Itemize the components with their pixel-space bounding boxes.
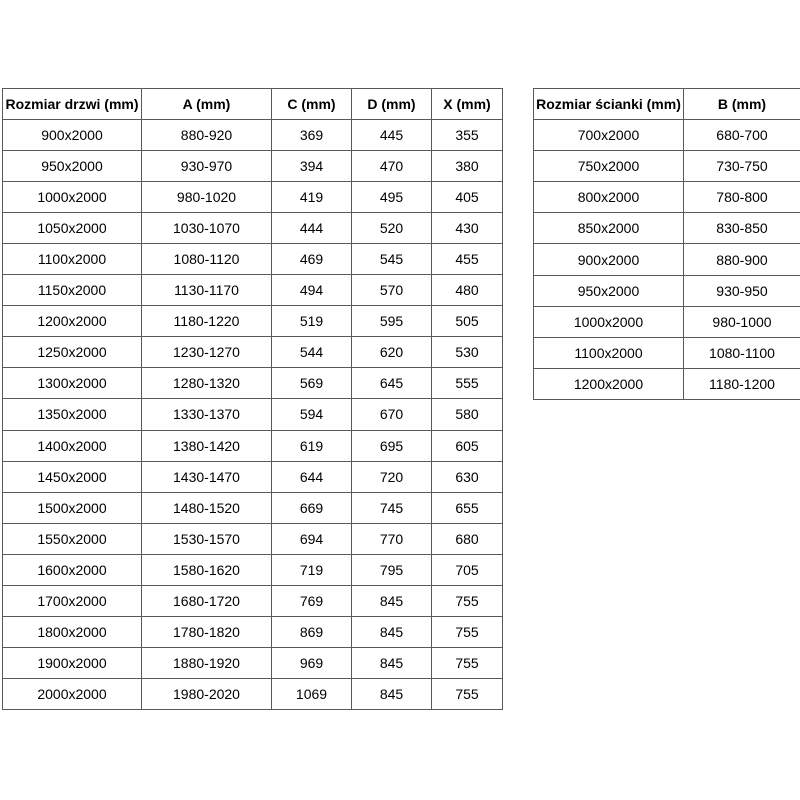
table-cell: 380 (432, 151, 503, 182)
table-cell: 670 (352, 399, 432, 430)
table-cell: 950x2000 (3, 151, 142, 182)
table-cell: 605 (432, 430, 503, 461)
table-cell: 1480-1520 (142, 492, 272, 523)
table-cell: 1380-1420 (142, 430, 272, 461)
header-row (534, 89, 800, 120)
table-row (534, 213, 800, 244)
table-cell: 1000x2000 (534, 306, 684, 337)
table-cell: 645 (352, 368, 432, 399)
table-cell: 845 (352, 647, 432, 678)
table-cell: 580 (432, 399, 503, 430)
table-cell: 869 (272, 616, 352, 647)
table-cell: 770 (352, 523, 432, 554)
table-cell: 1400x2000 (3, 430, 142, 461)
table-cell: 519 (272, 306, 352, 337)
table-row (3, 244, 503, 275)
table-cell: 755 (432, 678, 503, 709)
table-cell: 1300x2000 (3, 368, 142, 399)
table-row (3, 306, 503, 337)
table-cell: 570 (352, 275, 432, 306)
table-cell: 1530-1570 (142, 523, 272, 554)
table-cell: 495 (352, 182, 432, 213)
wall-size-table (533, 88, 800, 400)
table-cell: 1780-1820 (142, 616, 272, 647)
table-cell: 455 (432, 244, 503, 275)
table-cell: 2000x2000 (3, 678, 142, 709)
table-cell: 1980-2020 (142, 678, 272, 709)
table-cell: 469 (272, 244, 352, 275)
table-row (3, 554, 503, 585)
table-cell: 700x2000 (534, 120, 684, 151)
table-cell: 900x2000 (534, 244, 684, 275)
table-cell: 720 (352, 461, 432, 492)
header-row (3, 89, 503, 120)
table-cell: 1600x2000 (3, 554, 142, 585)
table-row (3, 151, 503, 182)
table-row (3, 585, 503, 616)
table-cell: 800x2000 (534, 182, 684, 213)
table-row (3, 616, 503, 647)
table-cell: 680-700 (684, 120, 800, 151)
table-cell: 830-850 (684, 213, 800, 244)
table-cell: 1500x2000 (3, 492, 142, 523)
table-cell: 730-750 (684, 151, 800, 182)
table-row (3, 523, 503, 554)
table-cell: 1130-1170 (142, 275, 272, 306)
table-cell: 1230-1270 (142, 337, 272, 368)
table-row (534, 306, 800, 337)
table-cell: 755 (432, 616, 503, 647)
table-cell: 1700x2000 (3, 585, 142, 616)
table-cell: 1550x2000 (3, 523, 142, 554)
column-header: Rozmiar drzwi (mm) (3, 89, 142, 120)
table-cell: 755 (432, 585, 503, 616)
table-cell: 1030-1070 (142, 213, 272, 244)
table-cell: 445 (352, 120, 432, 151)
table-cell: 755 (432, 647, 503, 678)
table-cell: 1900x2000 (3, 647, 142, 678)
column-header: Rozmiar ścianki (mm) (534, 89, 684, 120)
door-size-table (2, 88, 503, 710)
table-cell: 530 (432, 337, 503, 368)
table-cell: 845 (352, 585, 432, 616)
table-cell: 980-1020 (142, 182, 272, 213)
column-header: C (mm) (272, 89, 352, 120)
table-cell: 1250x2000 (3, 337, 142, 368)
table-cell: 1100x2000 (534, 337, 684, 368)
table-cell: 520 (352, 213, 432, 244)
table-row (3, 120, 503, 151)
table-cell: 1330-1370 (142, 399, 272, 430)
table-cell: 795 (352, 554, 432, 585)
table-cell: 1100x2000 (3, 244, 142, 275)
table-cell: 1280-1320 (142, 368, 272, 399)
table-cell: 769 (272, 585, 352, 616)
table-cell: 355 (432, 120, 503, 151)
table-cell: 1080-1100 (684, 337, 800, 368)
table-cell: 419 (272, 182, 352, 213)
column-header: B (mm) (684, 89, 800, 120)
table-cell: 930-950 (684, 275, 800, 306)
table-cell: 695 (352, 430, 432, 461)
table-row (3, 337, 503, 368)
table-row (3, 182, 503, 213)
table-cell: 980-1000 (684, 306, 800, 337)
table-cell: 680 (432, 523, 503, 554)
table-cell: 544 (272, 337, 352, 368)
table-row (3, 492, 503, 523)
column-header: D (mm) (352, 89, 432, 120)
table-row (3, 647, 503, 678)
table-cell: 1000x2000 (3, 182, 142, 213)
table-cell: 595 (352, 306, 432, 337)
table-cell: 620 (352, 337, 432, 368)
table-row (534, 120, 800, 151)
table-cell: 845 (352, 678, 432, 709)
table-cell: 1200x2000 (3, 306, 142, 337)
table-cell: 669 (272, 492, 352, 523)
table-row (534, 182, 800, 213)
table-cell: 1680-1720 (142, 585, 272, 616)
table-cell: 630 (432, 461, 503, 492)
table-cell: 655 (432, 492, 503, 523)
table-cell: 930-970 (142, 151, 272, 182)
table-cell: 845 (352, 616, 432, 647)
table-row (534, 244, 800, 275)
table-cell: 850x2000 (534, 213, 684, 244)
table-cell: 780-800 (684, 182, 800, 213)
table-cell: 900x2000 (3, 120, 142, 151)
table-cell: 1430-1470 (142, 461, 272, 492)
table-cell: 1800x2000 (3, 616, 142, 647)
table-cell: 969 (272, 647, 352, 678)
table-cell: 880-920 (142, 120, 272, 151)
table-cell: 394 (272, 151, 352, 182)
table-row (534, 337, 800, 368)
table-row (534, 151, 800, 182)
table-cell: 505 (432, 306, 503, 337)
table-cell: 545 (352, 244, 432, 275)
table-cell: 430 (432, 213, 503, 244)
table-cell: 1050x2000 (3, 213, 142, 244)
table-row (534, 368, 800, 399)
table-cell: 1080-1120 (142, 244, 272, 275)
table-cell: 745 (352, 492, 432, 523)
table-cell: 694 (272, 523, 352, 554)
table-cell: 1450x2000 (3, 461, 142, 492)
table-cell: 1200x2000 (534, 368, 684, 399)
table-row (3, 275, 503, 306)
table-cell: 1150x2000 (3, 275, 142, 306)
table-cell: 950x2000 (534, 275, 684, 306)
table-cell: 1069 (272, 678, 352, 709)
table-cell: 405 (432, 182, 503, 213)
table-cell: 470 (352, 151, 432, 182)
table-row (3, 430, 503, 461)
table-cell: 444 (272, 213, 352, 244)
table-cell: 369 (272, 120, 352, 151)
table-cell: 1350x2000 (3, 399, 142, 430)
table-cell: 569 (272, 368, 352, 399)
table-cell: 1580-1620 (142, 554, 272, 585)
table-row (534, 275, 800, 306)
table-cell: 594 (272, 399, 352, 430)
table-row (3, 461, 503, 492)
column-header: X (mm) (432, 89, 503, 120)
table-row (3, 678, 503, 709)
table-cell: 1180-1220 (142, 306, 272, 337)
table-cell: 750x2000 (534, 151, 684, 182)
table-cell: 880-900 (684, 244, 800, 275)
column-header: A (mm) (142, 89, 272, 120)
table-cell: 494 (272, 275, 352, 306)
table-row (3, 368, 503, 399)
table-cell: 555 (432, 368, 503, 399)
table-cell: 1180-1200 (684, 368, 800, 399)
table-cell: 705 (432, 554, 503, 585)
table-cell: 1880-1920 (142, 647, 272, 678)
table-row (3, 399, 503, 430)
table-cell: 480 (432, 275, 503, 306)
table-cell: 619 (272, 430, 352, 461)
table-cell: 644 (272, 461, 352, 492)
table-row (3, 213, 503, 244)
table-cell: 719 (272, 554, 352, 585)
